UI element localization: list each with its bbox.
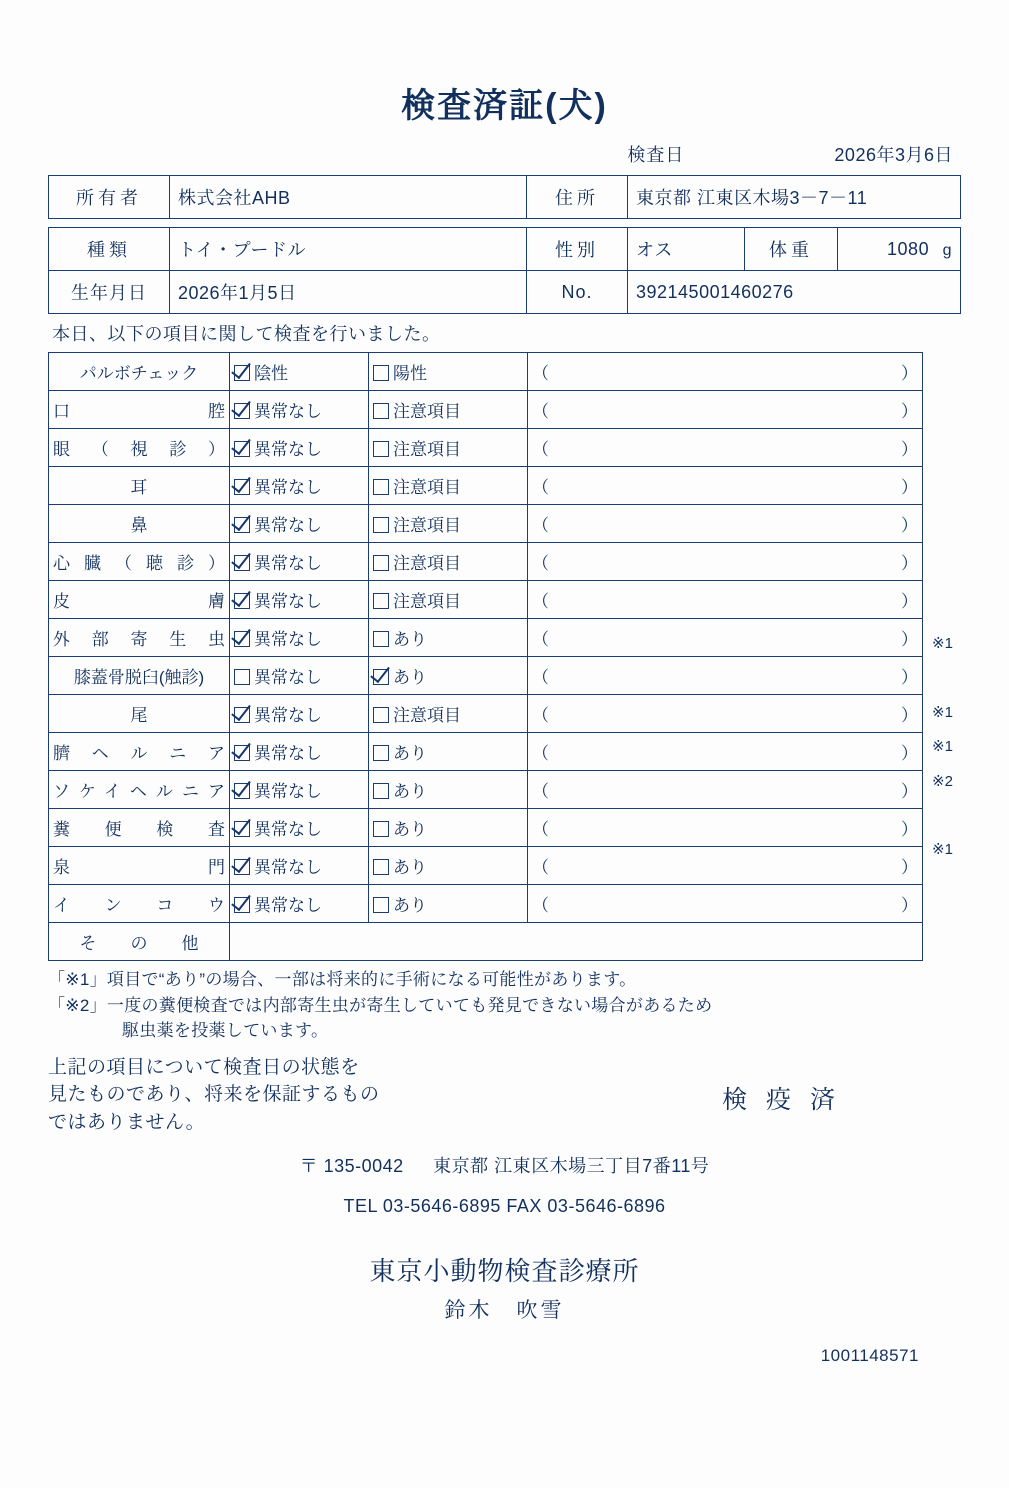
checkbox-label: 注意項目 xyxy=(393,402,461,421)
checklist-item-label xyxy=(49,885,230,923)
checklist-item-label xyxy=(49,771,230,809)
checklist-row xyxy=(49,657,923,695)
owner-info-table xyxy=(48,175,961,219)
other-value-field[interactable] xyxy=(230,923,923,961)
birthdate-label: 生年月日 xyxy=(49,271,170,314)
exam-date-label: 検査日 xyxy=(627,145,685,165)
checklist-row xyxy=(49,809,923,847)
checkbox-option-2[interactable] xyxy=(369,847,528,885)
footnote-marker: ※1 xyxy=(932,704,953,721)
serial-number: 1001148571 xyxy=(820,1346,919,1366)
checkbox-label: 注意項目 xyxy=(393,516,461,535)
owner-label: 所有者 xyxy=(49,176,170,219)
checkbox-label: あり xyxy=(393,896,427,915)
disclaimer-line-2: 見たものであり、将来を保証するもの xyxy=(48,1084,380,1106)
checklist-row xyxy=(49,467,923,505)
checklist-item-label xyxy=(49,543,230,581)
checkbox-icon[interactable] xyxy=(373,707,389,723)
paren-left: （ xyxy=(532,402,549,421)
checklist-item-label xyxy=(49,695,230,733)
checkbox-label: 異常なし xyxy=(254,440,322,459)
exam-date-row xyxy=(48,141,961,167)
checklist-row xyxy=(49,429,923,467)
checkbox-option-1[interactable] xyxy=(230,695,369,733)
checkbox-icon[interactable] xyxy=(234,745,250,761)
checkbox-icon[interactable] xyxy=(373,745,389,761)
checklist-row xyxy=(49,505,923,543)
remark-field[interactable] xyxy=(528,885,923,923)
checklist-item-label-text: 鼻 xyxy=(130,516,148,535)
sex-label: 性別 xyxy=(527,228,628,271)
checkbox-label: 注意項目 xyxy=(393,554,461,573)
paren-right: ） xyxy=(901,478,918,497)
breed-label: 種類 xyxy=(49,228,170,271)
checkbox-icon[interactable] xyxy=(234,783,250,799)
checkbox-option-1[interactable] xyxy=(230,885,369,923)
paren-left: （ xyxy=(532,478,549,497)
paren-right: ） xyxy=(901,706,918,725)
checkbox-label: 注意項目 xyxy=(393,592,461,611)
checklist-item-label-text: 泉 門 xyxy=(53,858,225,877)
paren-right: ） xyxy=(901,858,918,877)
checklist-item-label-text: 臍ヘルニア xyxy=(53,744,225,763)
checkbox-option-1[interactable] xyxy=(230,847,369,885)
checklist-item-label xyxy=(49,429,230,467)
footnote-3: 駆虫薬を投薬しています。 xyxy=(122,1021,329,1040)
paren-right: ） xyxy=(901,364,918,383)
quarantine-stamp: 検 疫 済 xyxy=(722,1085,841,1114)
checkbox-option-1[interactable] xyxy=(230,809,369,847)
no-value: 392145001460276 xyxy=(628,271,961,314)
checkbox-option-1[interactable] xyxy=(230,505,369,543)
checkbox-label: 異常なし xyxy=(254,516,322,535)
checkbox-label: 注意項目 xyxy=(393,478,461,497)
doctor-name: 鈴木 吹雪 xyxy=(444,1299,565,1323)
paren-right: ） xyxy=(901,782,918,801)
checkbox-option-2[interactable] xyxy=(369,885,528,923)
checkbox-label: 陰性 xyxy=(254,364,288,383)
paren-right: ） xyxy=(901,440,918,459)
paren-right: ） xyxy=(901,896,918,915)
weight-value: 1080 xyxy=(887,238,930,259)
checkbox-label: 異常なし xyxy=(254,554,322,573)
clinic-address: 〒 135-0042 東京都 江東区木場三丁目7番11号 xyxy=(299,1156,710,1177)
paren-left: （ xyxy=(532,858,549,877)
other-label: そ の 他 xyxy=(49,923,230,961)
checkbox-label: 異常なし xyxy=(254,592,322,611)
checkbox-icon[interactable] xyxy=(373,669,389,685)
checklist-item-label-text: 眼（視診） xyxy=(53,440,225,459)
checklist-row xyxy=(49,619,923,657)
checklist-item-label xyxy=(49,353,230,391)
checkbox-option-2[interactable] xyxy=(369,505,528,543)
checkbox-label: 陽性 xyxy=(393,364,427,383)
checkbox-label: あり xyxy=(393,744,427,763)
checkbox-option-1[interactable] xyxy=(230,467,369,505)
sex-value: オス xyxy=(628,228,745,271)
remark-field[interactable] xyxy=(528,695,923,733)
checkbox-icon[interactable] xyxy=(373,631,389,647)
footnote-marker: ※1 xyxy=(932,738,953,756)
paren-left: （ xyxy=(532,820,549,839)
checkbox-icon[interactable] xyxy=(234,821,250,837)
paren-left: （ xyxy=(532,630,549,649)
remark-field[interactable] xyxy=(528,771,923,809)
intro-text: 本日、以下の項目に関して検査を行いました。 xyxy=(52,324,441,344)
checklist-row xyxy=(49,847,923,885)
table-row xyxy=(49,228,961,271)
remark-field[interactable] xyxy=(528,429,923,467)
checkbox-icon[interactable] xyxy=(373,783,389,799)
checkbox-icon[interactable] xyxy=(373,593,389,609)
clinic-phone: TEL 03-5646-6895 FAX 03-5646-6896 xyxy=(343,1196,666,1217)
remark-field[interactable] xyxy=(528,657,923,695)
paren-right: ） xyxy=(901,744,918,763)
checkbox-option-1[interactable] xyxy=(230,391,369,429)
checkbox-option-1[interactable] xyxy=(230,429,369,467)
checkbox-label: 異常なし xyxy=(254,782,322,801)
remark-field[interactable] xyxy=(528,353,923,391)
checklist-item-label xyxy=(49,391,230,429)
checkbox-label: 異常なし xyxy=(254,744,322,763)
checklist-row xyxy=(49,543,923,581)
checklist-item-label-text: 外部寄生虫 xyxy=(53,630,225,649)
checkbox-label: 注意項目 xyxy=(393,706,461,725)
checklist-row xyxy=(49,885,923,923)
paren-right: ） xyxy=(901,820,918,839)
checklist-item-label xyxy=(49,733,230,771)
checkbox-icon[interactable] xyxy=(234,593,250,609)
checkbox-icon[interactable] xyxy=(234,707,250,723)
checkbox-option-2[interactable] xyxy=(369,429,528,467)
checkbox-option-2[interactable] xyxy=(369,695,528,733)
checklist-item-label xyxy=(49,581,230,619)
disclaimer-line-3: ではありません。 xyxy=(48,1111,206,1133)
certificate-sheet xyxy=(48,60,961,1366)
checkbox-label: 異常なし xyxy=(254,896,322,915)
checkbox-option-2[interactable] xyxy=(369,657,528,695)
checklist-row-other xyxy=(49,923,923,961)
checkbox-label: 異常なし xyxy=(254,478,322,497)
checkbox-label: 異常なし xyxy=(254,858,322,877)
table-row xyxy=(49,176,961,219)
checkbox-icon[interactable] xyxy=(234,441,250,457)
paren-right: ） xyxy=(901,592,918,611)
checklist-item-label-text: ソケイヘルニア xyxy=(53,782,225,801)
animal-info-table xyxy=(48,227,961,314)
checkbox-icon[interactable] xyxy=(234,669,250,685)
checklist-item-label xyxy=(49,467,230,505)
checklist-table xyxy=(48,352,923,961)
checkbox-icon[interactable] xyxy=(373,859,389,875)
checkbox-option-1[interactable] xyxy=(230,619,369,657)
checkbox-label: 異常なし xyxy=(254,706,322,725)
checkbox-option-2[interactable] xyxy=(369,771,528,809)
checkbox-label: 異常なし xyxy=(254,668,322,687)
checklist-row xyxy=(49,353,923,391)
checkbox-label: 異常なし xyxy=(254,402,322,421)
footnote-marker: ※2 xyxy=(932,772,953,790)
checkbox-icon[interactable] xyxy=(373,441,389,457)
checkbox-label: あり xyxy=(393,630,427,649)
checkbox-option-1[interactable] xyxy=(230,657,369,695)
checkbox-icon[interactable] xyxy=(234,403,250,419)
footnote-1: 「※1」項目で“あり”の場合、一部は将来的に手術になる可能性があります。 xyxy=(48,970,637,989)
checkbox-icon[interactable] xyxy=(373,403,389,419)
checkbox-icon[interactable] xyxy=(234,859,250,875)
checkbox-option-1[interactable] xyxy=(230,733,369,771)
weight-label: 体重 xyxy=(745,228,838,271)
paren-right: ） xyxy=(901,630,918,649)
checklist-item-label-text: 尾 xyxy=(130,706,148,725)
checklist-item-label xyxy=(49,847,230,885)
checkbox-label: あり xyxy=(393,668,427,687)
checkbox-label: 異常なし xyxy=(254,630,322,649)
checkbox-icon[interactable] xyxy=(234,897,250,913)
checklist-row xyxy=(49,695,923,733)
checkbox-option-1[interactable] xyxy=(230,581,369,619)
checklist-item-label xyxy=(49,809,230,847)
checkbox-icon[interactable] xyxy=(373,365,389,381)
paren-left: （ xyxy=(532,364,549,383)
checklist-item-label xyxy=(49,657,230,695)
weight-unit: g xyxy=(942,241,952,259)
table-row xyxy=(49,271,961,314)
remark-field[interactable] xyxy=(528,733,923,771)
checklist-item-label-text: 心臓（聴診） xyxy=(53,554,225,573)
paren-left: （ xyxy=(532,668,549,687)
page-title: 検査済証(犬) xyxy=(401,87,608,125)
paren-right: ） xyxy=(901,554,918,573)
checkbox-icon[interactable] xyxy=(234,365,250,381)
remark-field[interactable] xyxy=(528,581,923,619)
checkbox-icon[interactable] xyxy=(373,517,389,533)
disclaimer-line-1: 上記の項目について検査日の状態を xyxy=(48,1056,360,1078)
checklist-row xyxy=(49,581,923,619)
checkbox-option-1[interactable] xyxy=(230,771,369,809)
paren-left: （ xyxy=(532,440,549,459)
checklist-item-label xyxy=(49,505,230,543)
remark-field[interactable] xyxy=(528,543,923,581)
footnote-marker: ※1 xyxy=(932,635,953,653)
checkbox-icon[interactable] xyxy=(373,897,389,913)
paren-right: ） xyxy=(901,516,918,535)
paren-left: （ xyxy=(532,592,549,611)
bottom-block xyxy=(48,1054,961,1137)
remark-field[interactable] xyxy=(528,847,923,885)
checklist-item-label xyxy=(49,619,230,657)
exam-date-value: 2026年3月6日 xyxy=(834,145,953,165)
checkbox-label: 注意項目 xyxy=(393,440,461,459)
checkbox-label: あり xyxy=(393,858,427,877)
address-label: 住所 xyxy=(527,176,628,219)
checkbox-option-2[interactable] xyxy=(369,391,528,429)
footnote-marker: ※1 xyxy=(932,841,953,859)
checkbox-option-2[interactable] xyxy=(369,733,528,771)
checklist-item-label-text: 膝蓋骨脱臼(触診) xyxy=(73,668,205,687)
remark-field[interactable] xyxy=(528,619,923,657)
checklist-row xyxy=(49,733,923,771)
remark-field[interactable] xyxy=(528,391,923,429)
checkbox-option-1[interactable] xyxy=(230,543,369,581)
paren-left: （ xyxy=(532,554,549,573)
checkbox-option-2[interactable] xyxy=(369,353,528,391)
paren-left: （ xyxy=(532,896,549,915)
checkbox-option-2[interactable] xyxy=(369,809,528,847)
checklist-item-label-text: 口 腔 xyxy=(53,402,225,421)
paren-right: ） xyxy=(901,668,918,687)
paren-left: （ xyxy=(532,744,549,763)
checklist-row xyxy=(49,771,923,809)
paren-left: （ xyxy=(532,706,549,725)
breed-value: トイ・プードル xyxy=(170,228,527,271)
footnote-2: 「※2」一度の糞便検査では内部寄生虫が寄生していても発見できない場合があるため xyxy=(48,995,713,1015)
checklist-item-label-text: 糞便検査 xyxy=(53,820,225,839)
checklist-row xyxy=(49,391,923,429)
checkbox-icon[interactable] xyxy=(234,517,250,533)
checkbox-option-2[interactable] xyxy=(369,581,528,619)
checkbox-option-2[interactable] xyxy=(369,467,528,505)
checkbox-option-2[interactable] xyxy=(369,543,528,581)
paren-left: （ xyxy=(532,516,549,535)
checkbox-icon[interactable] xyxy=(234,479,250,495)
remark-field[interactable] xyxy=(528,467,923,505)
no-label: No. xyxy=(527,271,628,314)
checkbox-label: あり xyxy=(393,782,427,801)
checkbox-icon[interactable] xyxy=(373,821,389,837)
checkbox-icon[interactable] xyxy=(234,631,250,647)
owner-value: 株式会社AHB xyxy=(170,176,527,219)
checkbox-label: あり xyxy=(393,820,427,839)
footnotes xyxy=(48,967,961,1044)
checkbox-icon[interactable] xyxy=(234,555,250,571)
weight-value-cell xyxy=(838,228,961,271)
remark-field[interactable] xyxy=(528,505,923,543)
checkbox-label: 異常なし xyxy=(254,820,322,839)
checkbox-icon[interactable] xyxy=(373,555,389,571)
remark-field[interactable] xyxy=(528,809,923,847)
checklist-item-label-text: 耳 xyxy=(130,478,148,497)
paren-right: ） xyxy=(901,402,918,421)
checkbox-option-1[interactable] xyxy=(230,353,369,391)
checklist-item-label-text: インコウ xyxy=(53,896,225,915)
checklist-wrapper xyxy=(48,352,961,961)
checklist-item-label-text: 皮 膚 xyxy=(53,592,225,611)
birthdate-value: 2026年1月5日 xyxy=(170,271,527,314)
checkbox-icon[interactable] xyxy=(373,479,389,495)
paren-left: （ xyxy=(532,782,549,801)
address-value: 東京都 江東区木場3－7－11 xyxy=(628,176,961,219)
clinic-name: 東京小動物検査診療所 xyxy=(369,1256,640,1287)
checklist-item-label-text: パルボチェック xyxy=(79,364,199,383)
checkbox-option-2[interactable] xyxy=(369,619,528,657)
